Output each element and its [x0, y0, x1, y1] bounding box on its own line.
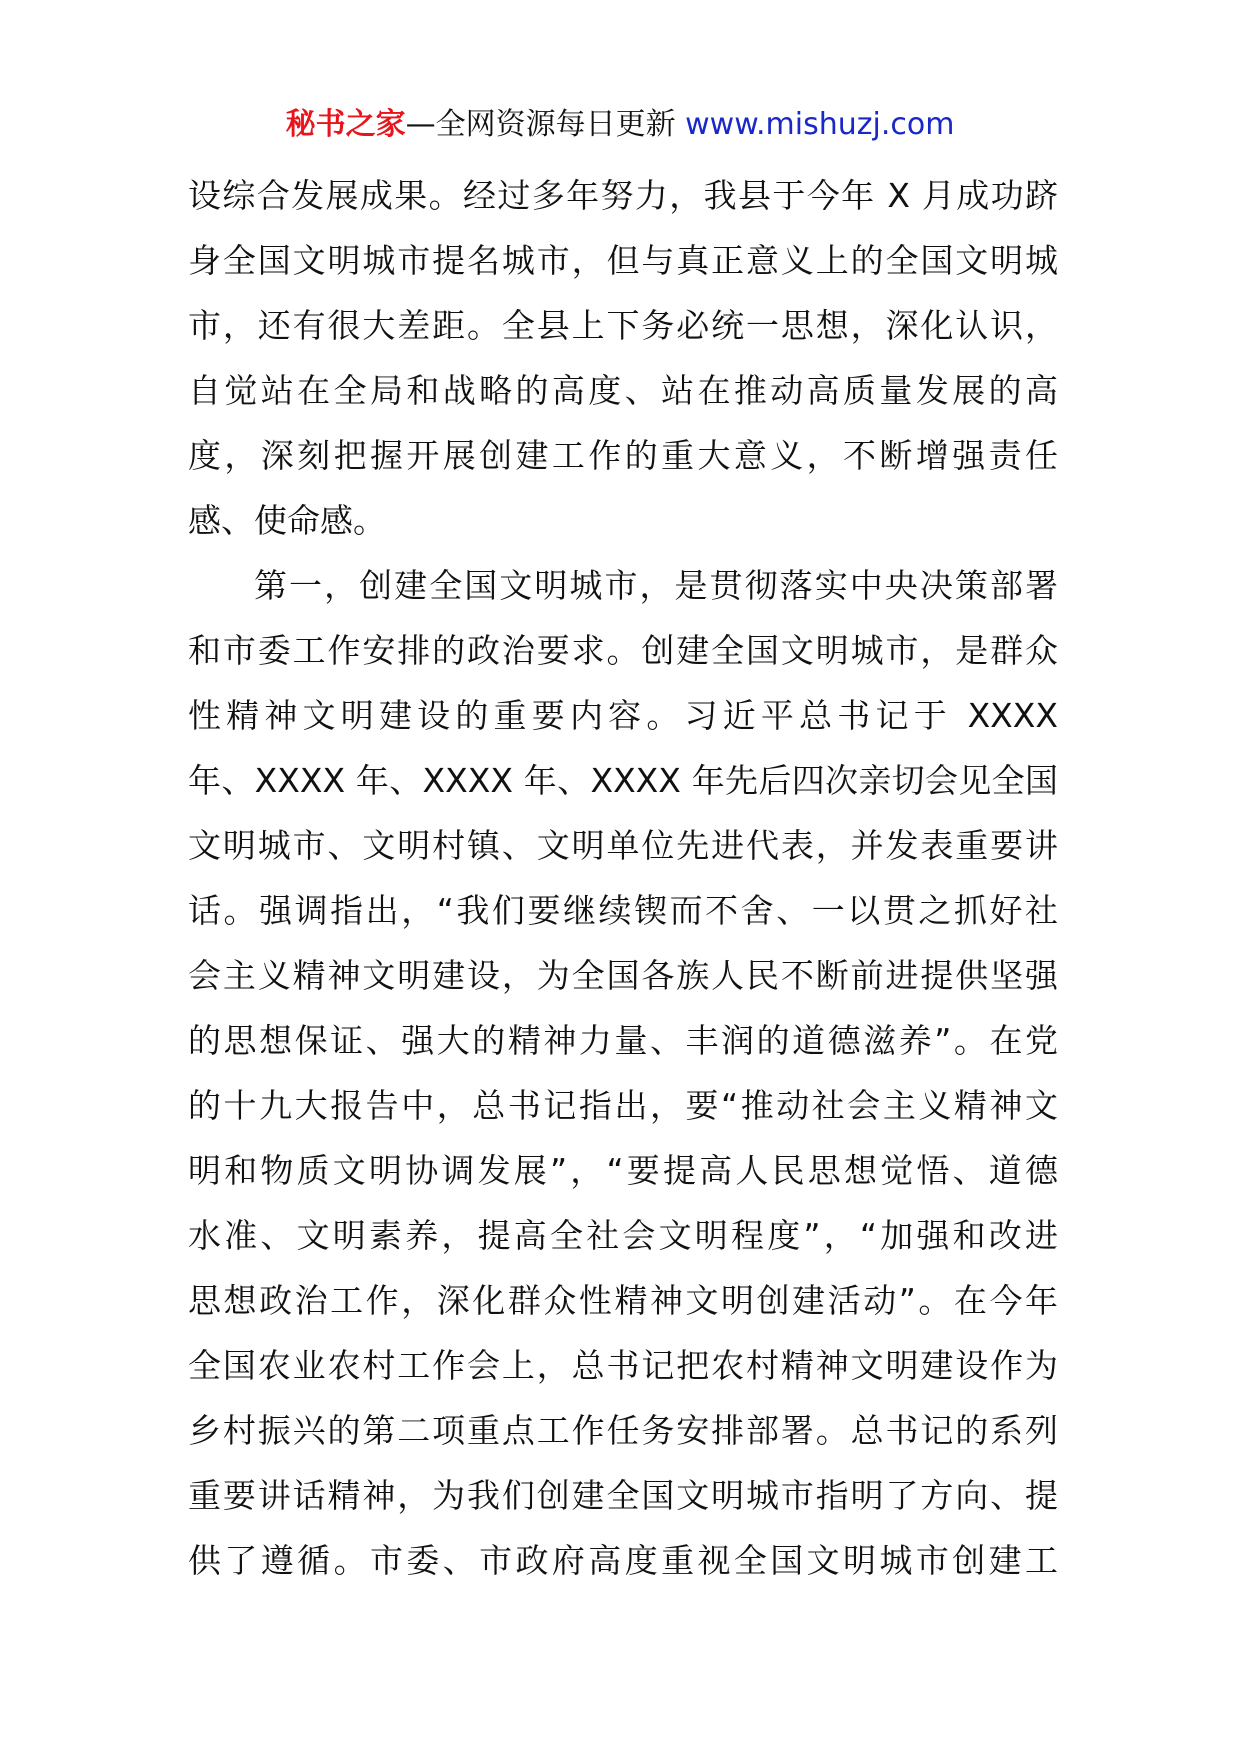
text-line: 的思想保证、强大的精神力量、丰润的道德滋养”。在党 [188, 1021, 1058, 1060]
document-body [188, 163, 1058, 1593]
text-line: 思想政治工作，深化群众性精神文明创建活动”。在今年 [188, 1281, 1058, 1320]
text-line: 供了遵循。市委、市政府高度重视全国文明城市创建工 [188, 1541, 1058, 1580]
text-line: 年、XXXX 年、XXXX 年、XXXX 年先后四次亲切会见全国 [188, 761, 1058, 800]
text-line: 市，还有很大差距。全县上下务必统一思想，深化认识， [188, 306, 1058, 345]
text-line: 和市委工作安排的政治要求。创建全国文明城市，是群众 [188, 631, 1058, 670]
text-line: 明和物质文明协调发展”，“要提高人民思想觉悟、道德 [188, 1151, 1058, 1190]
text-line: 感、使命感。 [188, 501, 386, 540]
text-line: 重要讲话精神，为我们创建全国文明城市指明了方向、提 [188, 1476, 1058, 1515]
text-line: 水准、文明素养，提高全社会文明程度”，“加强和改进 [188, 1216, 1058, 1255]
text-line: 的十九大报告中，总书记指出，要“推动社会主义精神文 [188, 1086, 1058, 1125]
text-line: 度，深刻把握开展创建工作的重大意义，不断增强责任 [188, 436, 1058, 475]
text-line: 自觉站在全局和战略的高度、站在推动高质量发展的高 [188, 371, 1058, 410]
text-line: 全国农业农村工作会上，总书记把农村精神文明建设作为 [188, 1346, 1058, 1385]
text-line: 话。强调指出，“我们要继续锲而不舍、一以贯之抓好社 [188, 891, 1058, 930]
text-line: 性精神文明建设的重要内容。习近平总书记于 XXXX [188, 696, 1058, 735]
text-line: 第一，创建全国文明城市，是贯彻落实中央决策部署 [254, 566, 1058, 605]
text-line: 乡村振兴的第二项重点工作任务安排部署。总书记的系列 [188, 1411, 1058, 1450]
paragraph-2 [188, 553, 1058, 1593]
text-line: 会主义精神文明建设，为全国各族人民不断前进提供坚强 [188, 956, 1058, 995]
text-line: 设综合发展成果。经过多年努力，我县于今年 X 月成功跻 [188, 176, 1058, 215]
paragraph-1 [188, 163, 1058, 553]
site-url-link[interactable]: www.mishuzj.com [685, 107, 955, 142]
text-line: 身全国文明城市提名城市，但与真正意义上的全国文明城 [188, 241, 1058, 280]
site-brand: 秘书之家 [285, 107, 406, 142]
text-line: 文明城市、文明村镇、文明单位先进代表，并发表重要讲 [188, 826, 1058, 865]
site-header [0, 103, 1240, 147]
site-tagline: —全网资源每日更新 [405, 107, 676, 142]
